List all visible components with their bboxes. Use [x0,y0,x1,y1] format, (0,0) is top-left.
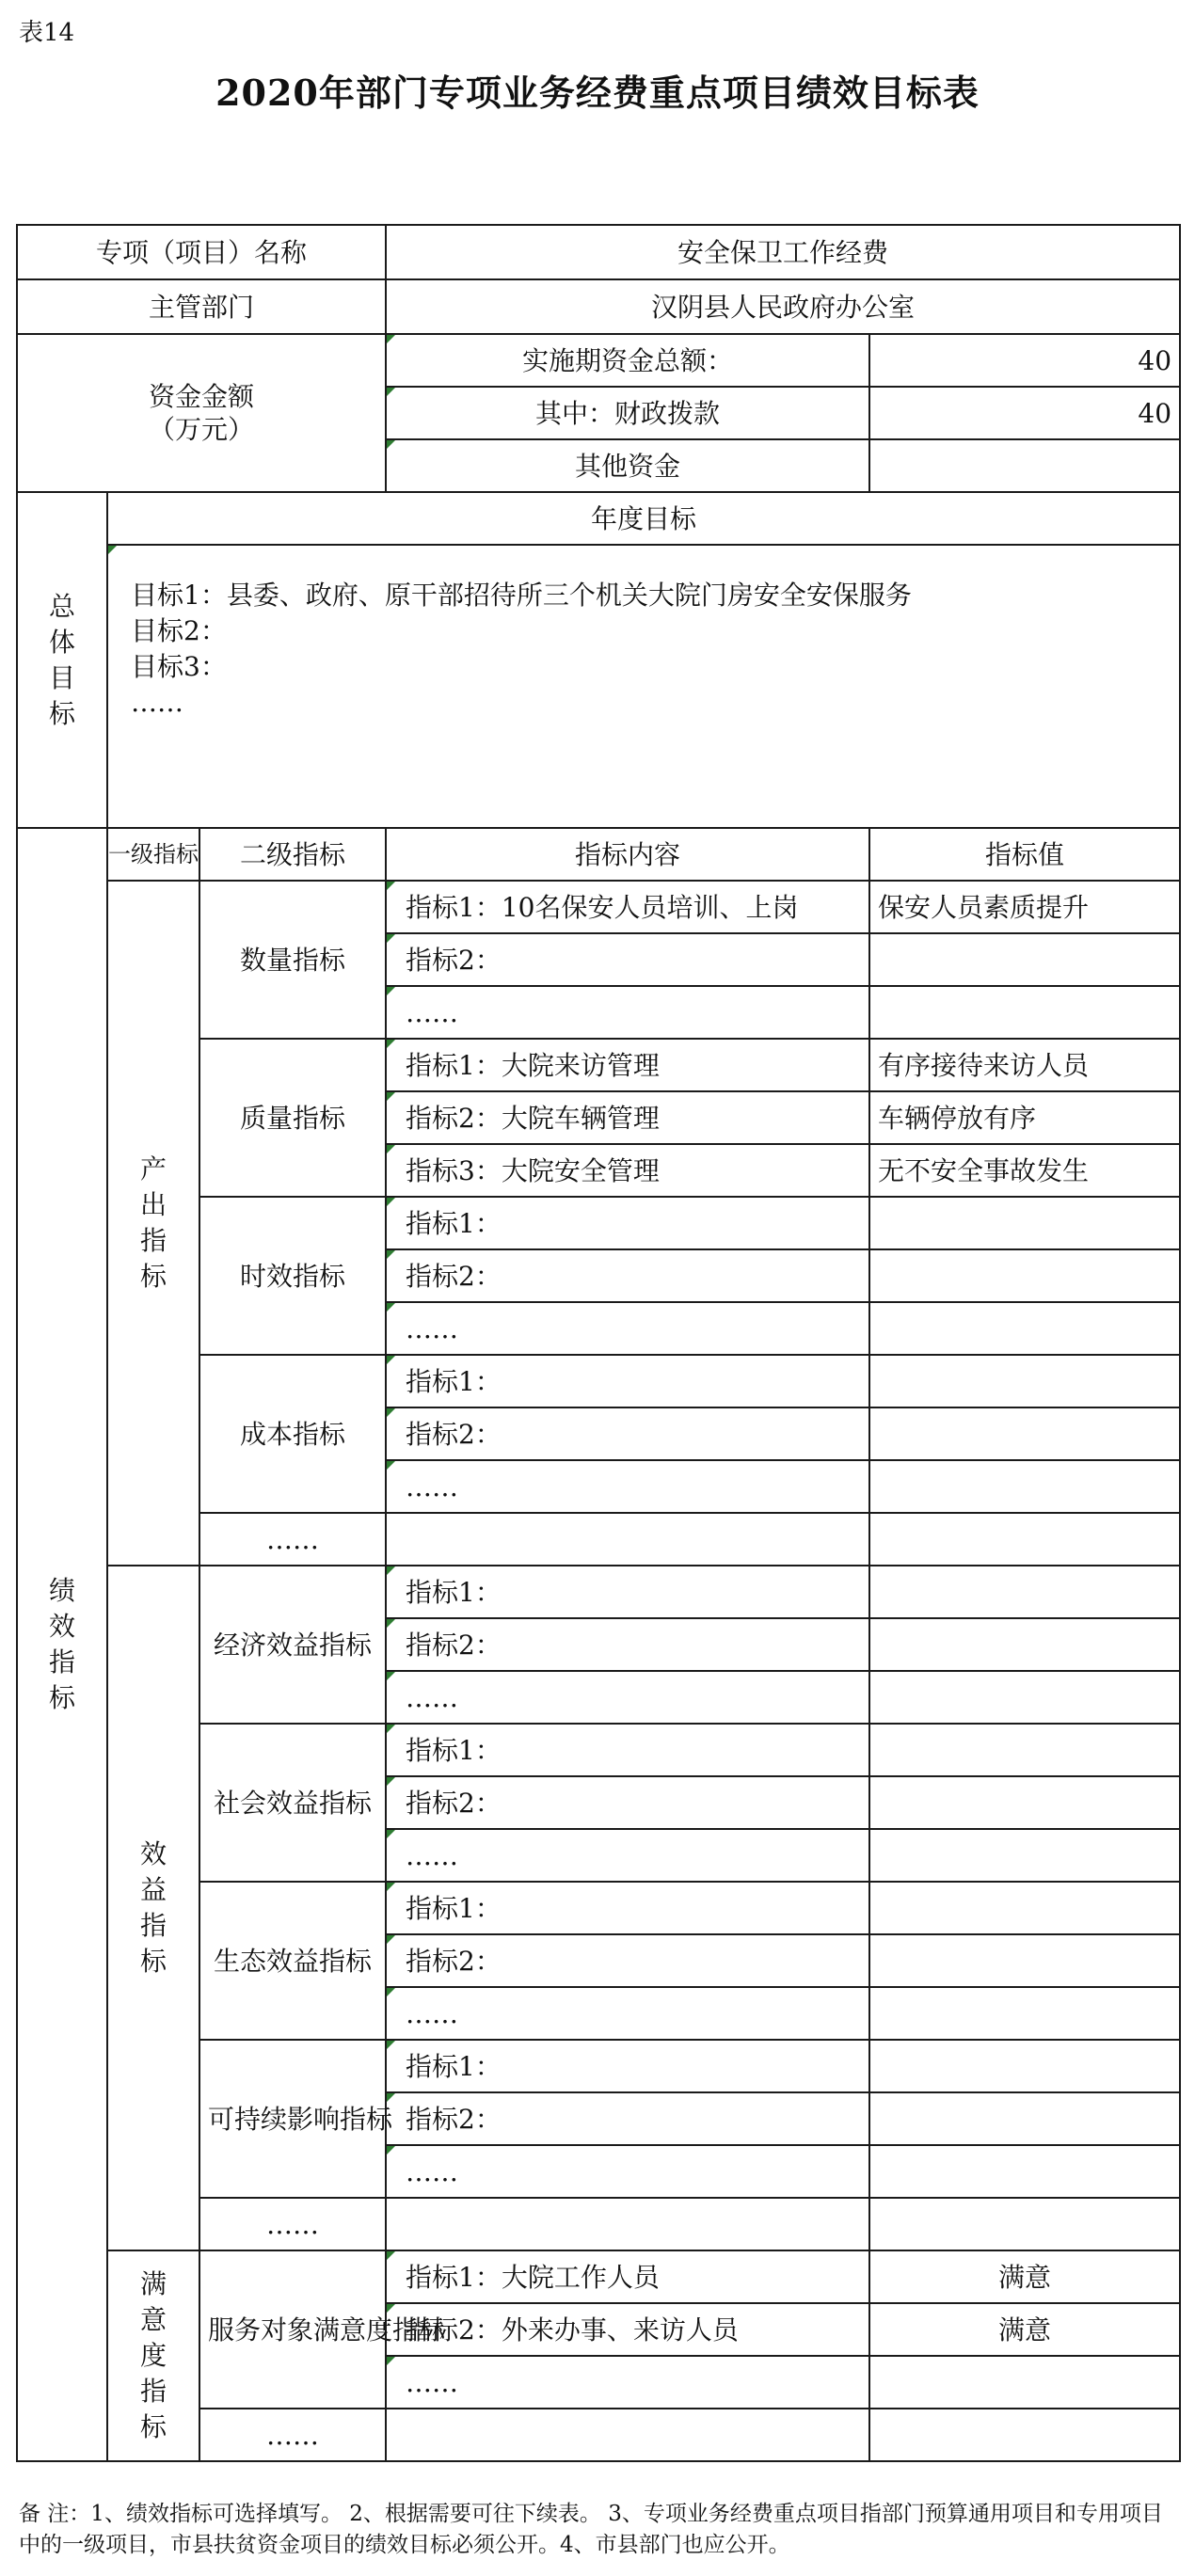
indicator-value [869,933,1180,986]
indicator-value [869,2092,1180,2145]
funds-label: 资金金额 （万元） [17,334,386,492]
indicator-value [869,1460,1180,1513]
economic-indicator-label: 经济效益指标 [199,1566,386,1724]
indicator-value [869,1934,1180,1987]
indicator-value [869,1355,1180,1407]
indicator-content: 指标1： [386,1197,869,1249]
indicator-content: 指标1： [386,1566,869,1618]
funds-other-value [869,439,1180,492]
indicator-value: 保安人员素质提升 [869,881,1180,933]
value-header: 指标值 [869,828,1180,881]
indicator-content: …… [386,986,869,1039]
indicator-value [869,986,1180,1039]
indicator-content: 指标2： [386,1934,869,1987]
indicator-content [386,2409,869,2461]
indicator-content: 指标1：大院来访管理 [386,1039,869,1091]
benefit-more: …… [199,2198,386,2250]
goal-more: …… [131,687,183,718]
indicator-value [869,2145,1180,2198]
indicator-value [869,2409,1180,2461]
level2-header: 二级指标 [199,828,386,881]
indicator-value [869,1407,1180,1460]
indicator-content: 指标1：10名保安人员培训、上岗 [386,881,869,933]
indicator-value [869,2356,1180,2409]
indicator-content: …… [386,2145,869,2198]
indicator-value [869,1829,1180,1882]
satisfaction-indicator-label: 满意度指标 [107,2250,199,2461]
indicator-value [869,1987,1180,2040]
goal-3: 目标3： [131,651,227,682]
indicator-content: …… [386,1829,869,1882]
indicator-value [869,1724,1180,1776]
satisfaction-more: …… [199,2409,386,2461]
footnote-remarks: 备 注：1、绩效指标可选择填写。 2、根据需要可往下续表。 3、专项业务经费重点项目指部门预算通用项目和专用项目中的一级项目，市县扶贫资金项目的绩效目标必须公开。4、市县部门也应公开。 [19,2502,1163,2557]
performance-target-table [16,224,1181,2462]
indicator-content: 指标2：外来办事、来访人员 [386,2303,869,2356]
overall-goal-label: 总体目标 [17,492,107,828]
indicator-content: 指标2： [386,1249,869,1302]
goal-1: 目标1：县委、政府、原干部招待所三个机关大院门房安全安保服务 [131,580,912,611]
department-value: 汉阴县人民政府办公室 [386,279,1180,334]
indicator-content: 指标2： [386,1407,869,1460]
ecological-indicator-label: 生态效益指标 [199,1882,386,2040]
indicator-value [869,1671,1180,1724]
indicator-value [869,1566,1180,1618]
content-header: 指标内容 [386,828,869,881]
indicator-content: 指标2：大院车辆管理 [386,1091,869,1144]
output-more: …… [199,1513,386,1566]
indicator-content: …… [386,1460,869,1513]
sustainable-indicator-label: 可持续影响指标 [199,2040,386,2198]
indicator-value: 无不安全事故发生 [869,1144,1180,1197]
quality-indicator-label: 质量指标 [199,1039,386,1197]
annual-goal-header: 年度目标 [107,492,1180,545]
timeliness-indicator-label: 时效指标 [199,1197,386,1355]
social-indicator-label: 社会效益指标 [199,1724,386,1882]
indicator-content [386,1513,869,1566]
output-indicator-label: 产出指标 [107,881,199,1566]
funds-total-label: 实施期资金总额： [386,334,869,387]
page-title: 2020年部门专项业务经费重点项目绩效目标表 [215,72,980,114]
indicator-content: …… [386,2356,869,2409]
quantity-indicator-label: 数量指标 [199,881,386,1039]
indicator-value [869,2198,1180,2250]
indicator-value: 有序接待来访人员 [869,1039,1180,1091]
funds-other-label: 其他资金 [386,439,869,492]
funds-fiscal-value: 40 [869,387,1180,439]
indicator-content [386,2198,869,2250]
indicator-value [869,1776,1180,1829]
indicator-content: 指标2： [386,933,869,986]
indicator-value: 车辆停放有序 [869,1091,1180,1144]
perf-indicator-label: 绩效指标 [17,828,107,2461]
benefit-indicator-label: 效益指标 [107,1566,199,2250]
indicator-content: 指标1：大院工作人员 [386,2250,869,2303]
indicator-content: 指标1： [386,2040,869,2092]
indicator-value: 满意 [869,2250,1180,2303]
service-satisfaction-label: 服务对象满意度指标 [199,2250,386,2409]
indicator-content: 指标2： [386,1776,869,1829]
goal-2: 目标2： [131,615,227,646]
funds-total-value: 40 [869,334,1180,387]
indicator-content: 指标1： [386,1882,869,1934]
indicator-content: 指标2： [386,2092,869,2145]
indicator-value [869,1618,1180,1671]
indicator-value: 满意 [869,2303,1180,2356]
indicator-value [869,2040,1180,2092]
project-name-label: 专项（项目）名称 [17,225,386,279]
indicator-content: …… [386,1987,869,2040]
cost-indicator-label: 成本指标 [199,1355,386,1513]
table-number: 表14 [19,19,75,47]
department-label: 主管部门 [17,279,386,334]
indicator-value [869,1513,1180,1566]
level1-header: 一级指标 [107,828,199,881]
indicator-content: 指标3：大院安全管理 [386,1144,869,1197]
indicator-content: 指标1： [386,1724,869,1776]
indicator-content: …… [386,1302,869,1355]
project-name-value: 安全保卫工作经费 [386,225,1180,279]
indicator-content: 指标1： [386,1355,869,1407]
indicator-content: 指标2： [386,1618,869,1671]
indicator-value [869,1302,1180,1355]
indicator-value [869,1197,1180,1249]
indicator-content: …… [386,1671,869,1724]
funds-fiscal-label: 其中：财政拨款 [386,387,869,439]
annual-goals [107,545,1180,828]
indicator-value [869,1882,1180,1934]
indicator-value [869,1249,1180,1302]
